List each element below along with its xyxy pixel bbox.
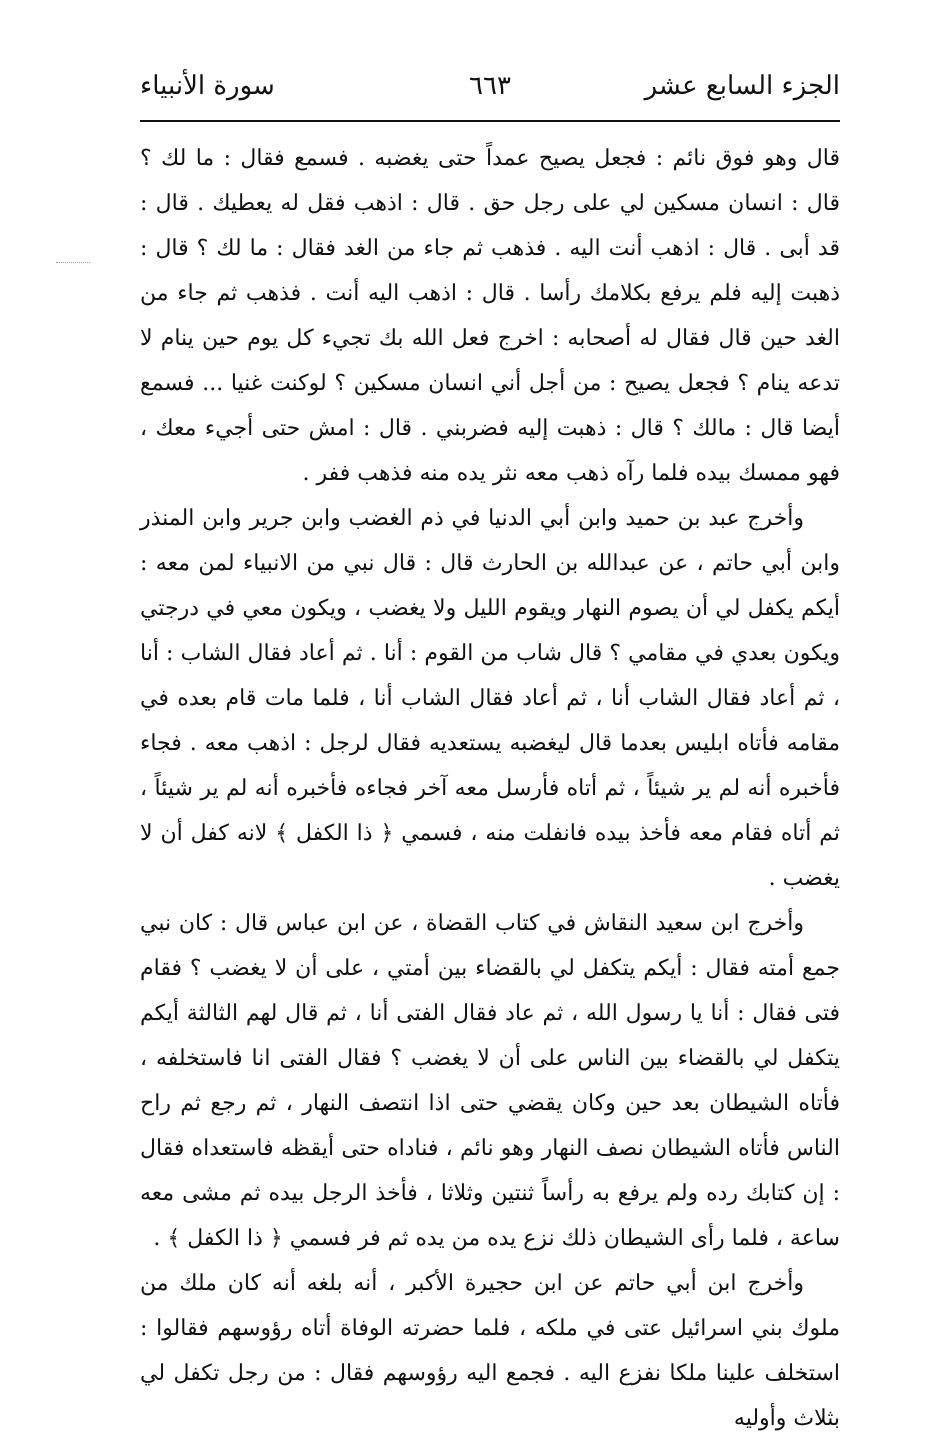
running-header [140, 68, 840, 108]
paragraph: وأخرج ابن سعيد النقاش في كتاب القضاة ، عن ابن عباس قال : كان نبي جمع أمته فقال : أيكم يتكفل لي بالقضاء بين أمتي ، على أن لا يغضب ؟ فقام فتى فقال : أنا يا رسول الله ، ثم عاد فقال الفتى أنا ، ثم قال لهم الثالثة أيكم يتكفل لي بالقضاء بين الناس على أن لا يغضب ؟ فقال الفتى انا فاستخلفه ، فأتاه الشيطان بعد حين وكان يقضي حتى اذا انتصف النهار ، ثم رجع ثم راح الناس فأتاه الشيطان نصف النهار وهو نائم ، فناداه حتى أيقظه فاستعداه فقال : إن كتابك رده ولم يرفع به رأساً ثنتين وثلاثا ، فأخذ الرجل بيده ثم مشى معه ساعة ، فلما رأى الشيطان ذلك نزع يده من يده ثم فر فسمي ﴿ ذا الكفل ﴾ . [140, 911, 840, 1251]
paragraph: وأخرج ابن أبي حاتم عن ابن حجيرة الأكبر ، أنه بلغه أنه كان ملك من ملوك بني اسرائيل عتى في ملكه ، فلما حضرته الوفاة أتاه رؤوسهم فقالوا : استخلف علينا ملكا نفزع اليه . فجمع اليه رؤوسهم فقال : من رجل تكفل لي بثلاث وأوليه [140, 1271, 840, 1431]
page-body [140, 136, 840, 1441]
part-title: الجزء السابع عشر [644, 71, 840, 101]
margin-dotted-mark [56, 262, 90, 263]
paragraph: قال وهو فوق نائم : فجعل يصيح عمداً حتى يغضبه . فسمع فقال : ما لك ؟ قال : انسان مسكين لي على رجل حق . قال : اذهب فقل له يعطيك . قال : قد أبى . قال : اذهب أنت اليه . فذهب ثم جاء من الغد فقال : ما لك ؟ قال : ذهبت إليه فلم يرفع بكلامك رأسا . قال : اذهب اليه أنت . فذهب ثم جاء من الغد حين قال فقال له أصحابه : اخرج فعل الله بك تجيء كل يوم حين ينام لا تدعه ينام ؟ فجعل يصيح : من أجل أني انسان مسكين ؟ لوكنت غنيا ... فسمع أيضا قال : مالك ؟ قال : ذهبت إليه فضربني . قال : امش حتى أجيء معك ، فهو ممسك بيده فلما رآه ذهب معه نثر يده منه فذهب ففر . [140, 146, 840, 486]
surah-title: سورة الأنبياء [140, 71, 275, 101]
page-number: ٦٦٣ [469, 71, 511, 101]
paragraph: وأخرج عبد بن حميد وابن أبي الدنيا في ذم الغضب وابن جرير وابن المنذر وابن أبي حاتم ، عن عبدالله بن الحارث قال : قال نبي من الانبياء لمن معه : أيكم يكفل لي أن يصوم النهار ويقوم الليل ولا يغضب ، ويكون معي في درجتي ويكون بعدي في مقامي ؟ قال شاب من القوم : أنا . ثم أعاد فقال الشاب : أنا ، ثم أعاد فقال الشاب أنا ، ثم أعاد فقال الشاب أنا ، فلما مات قام بعده في مقامه فأتاه ابليس بعدما قال ليغضبه يستعديه فقال لرجل : اذهب معه . فجاء فأخبره أنه لم ير شيئاً ، ثم أتاه فأرسل معه آخر فجاءه فأخبره أنه لم ير شيئاً ، ثم أتاه فقام معه فأخذ بيده فانفلت منه ، فسمي ﴿ ذا الكفل ﴾ لانه كفل أن لا يغضب . [140, 506, 840, 891]
header-rule [140, 120, 840, 122]
